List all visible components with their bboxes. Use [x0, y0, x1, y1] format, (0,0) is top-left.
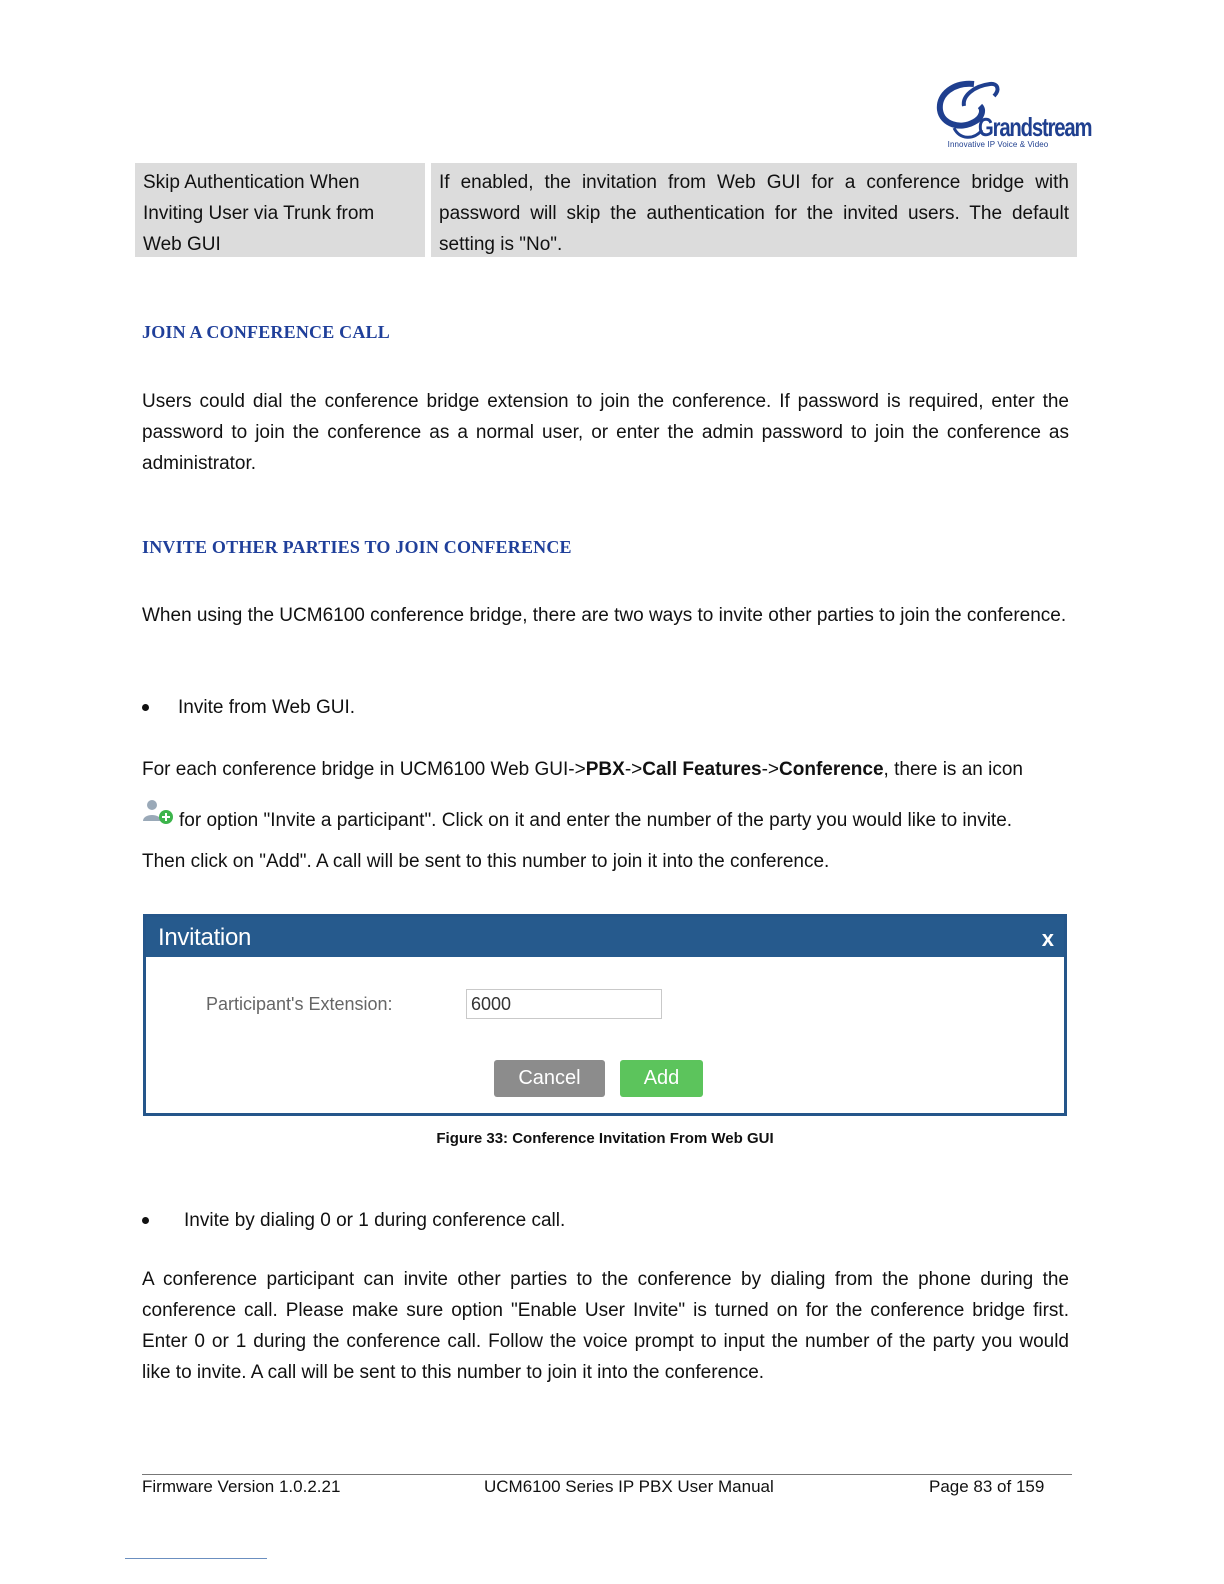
close-icon[interactable]: x [1041, 926, 1054, 951]
footer-firmware: Firmware Version 1.0.2.21 [142, 1477, 341, 1496]
bullet-dot-icon [142, 1217, 149, 1224]
invitation-dialog [143, 914, 1067, 1116]
bullet-text: Invite from Web GUI. [178, 697, 356, 718]
parameter-description: If enabled, the invitation from Web GUI for a conference bridge with password will skip the authentication for the invited users. The default setting is "No". [431, 163, 1077, 257]
section-heading-join: JOIN A CONFERENCE CALL [142, 322, 390, 342]
invite-intro-paragraph: When using the UCM6100 conference bridge, there are two ways to invite other parties to join the conference. [142, 605, 1067, 626]
grandstream-logo [934, 78, 1092, 152]
add-button[interactable]: Add [620, 1060, 703, 1097]
bullet-text: Invite by dialing 0 or 1 during conference call. [184, 1210, 566, 1231]
dialog-header [146, 917, 1064, 957]
path-call-features: Call Features [642, 759, 762, 780]
section-heading-invite: INVITE OTHER PARTIES TO JOIN CONFERENCE [142, 537, 572, 557]
footnote-divider [125, 1558, 267, 1559]
add-instruction: Then click on "Add". A call will be sent to this number to join it into the conference. [142, 851, 830, 872]
footer-divider [142, 1474, 1072, 1475]
parameter-name: Skip Authentication When Inviting User via Trunk from Web GUI [135, 163, 425, 257]
dialog-title: Invitation [158, 924, 252, 951]
participant-extension-label: Participant's Extension: [206, 994, 393, 1014]
invite-participant-icon [142, 799, 174, 825]
logo-wordmark: Grandstream [978, 112, 1092, 142]
path-pbx: PBX [585, 759, 625, 780]
cancel-button[interactable]: Cancel [494, 1060, 605, 1097]
join-paragraph: Users could dial the conference bridge extension to join the conference. If password is required, enter the password to join the conference as a normal user, or enter the admin password to join the conference as administrator. [142, 391, 1069, 474]
path-suffix: , there is an icon [883, 759, 1023, 780]
parameter-table [135, 163, 1077, 257]
bullet-dot-icon [142, 704, 149, 711]
logo-tagline: Innovative IP Voice & Video [947, 140, 1049, 149]
path-separator: -> [624, 759, 643, 780]
footer-page-number: Page 83 of 159 [929, 1477, 1045, 1496]
path-conference: Conference [779, 759, 884, 780]
path-separator: -> [761, 759, 780, 780]
path-prefix: For each conference bridge in UCM6100 Web GUI-> [142, 759, 586, 780]
footer-manual-title: UCM6100 Series IP PBX User Manual [484, 1477, 774, 1496]
dialing-invite-paragraph: A conference participant can invite other parties to the conference by dialing from the phone during the conference call. Please make sure option "Enable User Invite" is turned on for the conference bridge first. Enter 0 or 1 during the conference call. Follow the voice prompt to input the number of the party you would like to invite. A call will be sent to this number to join it into the conference. [142, 1269, 1069, 1383]
figure-caption: Figure 33: Conference Invitation From Web GUI [436, 1130, 774, 1147]
participant-extension-input[interactable] [466, 989, 662, 1019]
icon-description: for option "Invite a participant". Click on it and enter the number of the party you would like to invite. [179, 810, 1013, 831]
web-gui-path-paragraph [142, 754, 1069, 785]
